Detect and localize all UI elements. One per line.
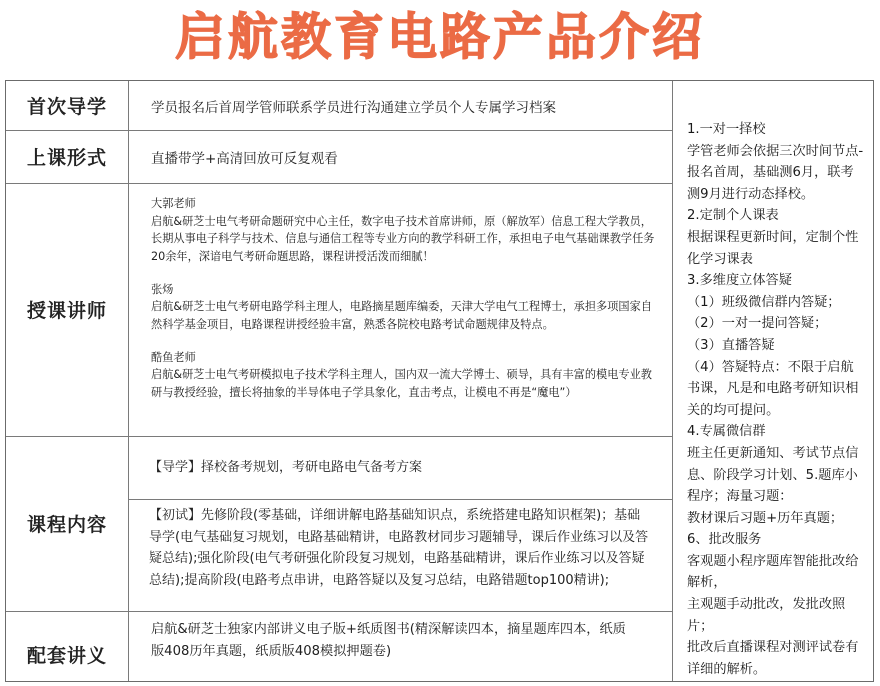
service-line: 1.一对一择校 [687,122,766,137]
service-line: 6、批改服务 [687,532,762,548]
service-line: 主观题手动批改，发批改照片； [687,597,846,634]
service-line: 批改后直播课程对测评试卷有详细的解析。 [687,640,859,677]
row-label-teachers: 授课讲师 [6,183,129,436]
service-line: 学管老师会依据三次时间节点-报名首周，基础测6月，联考测9月进行动态择校。 [687,143,864,202]
teacher-name: 大郭老师 [151,197,196,210]
service-line: 客观题小程序题库智能批改给解析， [687,553,859,591]
row-content-materials: 启航&研芝士独家内部讲义电子版+纸质图书(精深解读四本，摘星题库四本，纸质版408历年真题，纸质版408模拟押题卷) [151,622,626,659]
service-line: 班主任更新通知、考试节点信息、阶段学习计划、5.题库小程序；海量习题： [687,445,859,505]
course-content-guidance: 【导学】择校备考规划，考研电路电气备考方案 [149,459,423,475]
row-label-materials: 配套讲义 [6,611,129,681]
service-line: （3）直播答疑 [687,337,775,353]
service-line: （1）班级微信群内答疑； [687,294,841,310]
teacher-entry [151,349,659,402]
product-table [5,80,874,682]
row-content-class-format: 直播带学+高清回放可反复观看 [151,150,338,167]
service-line: 根据课程更新时间，定制个性化学习课表 [687,229,859,267]
row-content-first-guidance: 学员报名后首周学管师联系学员进行沟通建立学员个人专属学习档案 [151,99,556,116]
teacher-bio: 启航&研芝士电气考研模拟电子技术学科主理人，国内双一流大学博士、硕导，具有丰富的模电专业教研与教授经验，擅长将抽象的半导体电子学具象化，直击考点，让模电不再是“魔电”） [151,368,652,399]
teachers-list [129,183,659,436]
service-line: 4.专属微信群 [687,424,766,440]
teacher-bio: 启航&研芝士电气考研命题研究中心主任，数字电子技术首席讲师，原（解放军）信息工程大学教员，长期从事电子科学与技术、信息与通信工程等专业方向的教学科研工作，承担电子电气基础课教学任务20余年，深谙电气考研命题思路，课程讲授活泼而细腻！ [151,214,655,263]
teacher-entry [151,281,659,334]
divider-subrow [129,499,672,500]
teacher-bio: 启航&研芝士电气考研电路学科主理人，电路摘星题库编委，天津大学电气工程博士，承担多项国家自然科学基金项目，电路课程讲授经验丰富，熟悉各院校电路考试命题规律及特点。 [151,300,652,331]
row-label-course-content: 课程内容 [6,436,129,611]
teacher-name: 张炀 [151,282,174,296]
services-column [673,81,873,681]
service-line: 教材课后习题+历年真题； [687,510,844,526]
service-line: （4）答疑特点：不限于启航书课，凡是和电路考研知识相关的均可提问。 [687,359,859,418]
service-line: 2.定制个人课表 [687,208,779,224]
teacher-entry [151,195,659,265]
teacher-name: 酷鱼老师 [151,350,196,364]
row-label-class-format: 上课形式 [6,130,129,183]
service-line: （2）一对一提问答疑； [687,316,828,332]
row-label-first-guidance: 首次导学 [6,81,129,130]
service-line: 3.多维度立体答疑 [687,273,792,289]
page-title: 启航教育电路产品介绍 [175,8,705,66]
course-content-initial-exam: 【初试】先修阶段(零基础，详细讲解电路基础知识点，系统搭建电路知识框架)；基础导学(电气基础复习规划，电路基础精讲，电路教材同步习题辅导，课后作业练习以及答疑总结);强化阶段(电气考研强化阶段复习规划，电路基础精讲，课后作业练习以及答疑总结);提高阶段(电路考点串讲，电路答疑以及复习总结，电路错题top100精讲); [149,508,649,588]
